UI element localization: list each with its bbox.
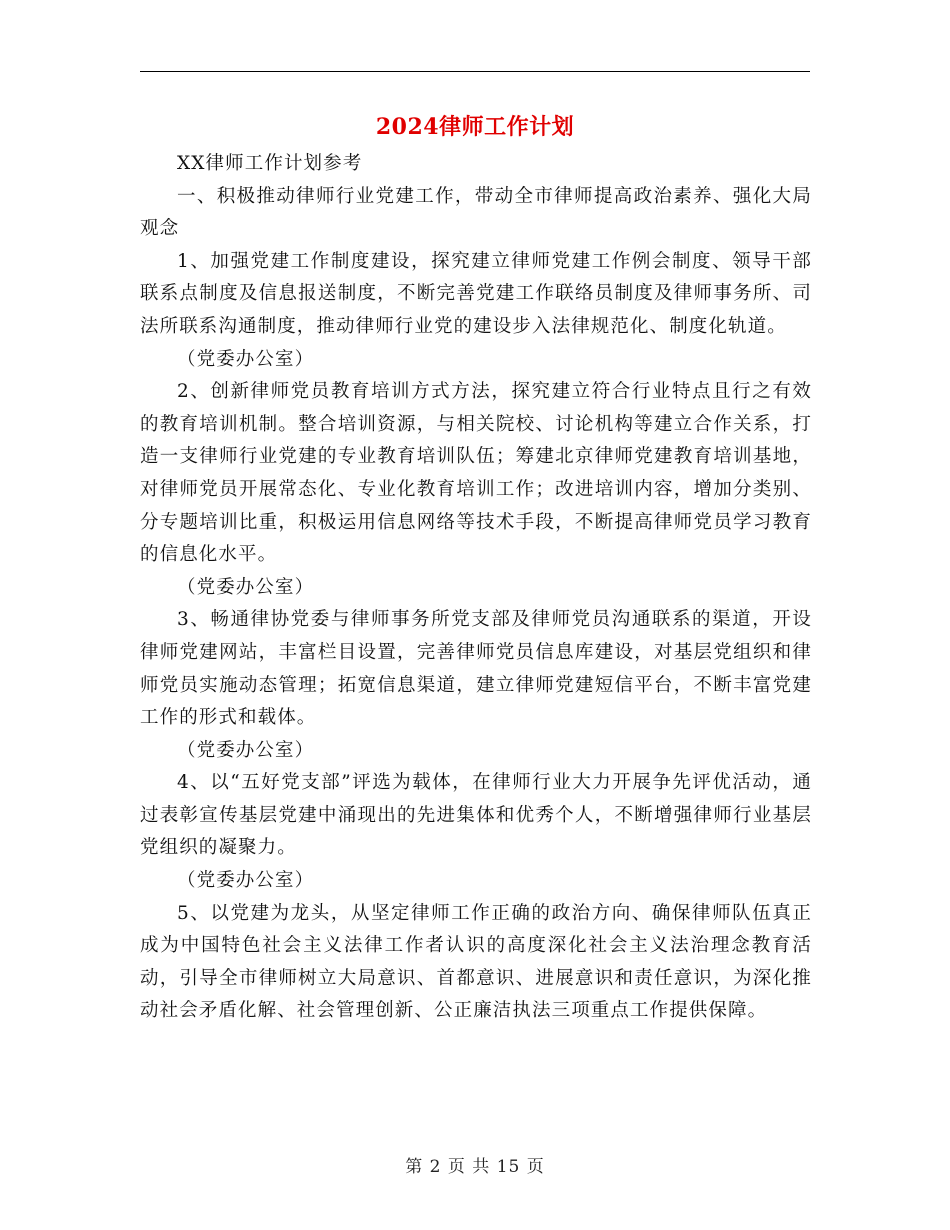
document-title: 2024律师工作计划 [375,114,575,140]
paragraph-item-5: 5、以党建为龙头，从坚定律师工作正确的政治方向、确保律师队伍真正成为中国特色社会主义法律工作者认识的高度深化社会主义法治理念教育活动，引导全市律师树立大局意识、首都意识、进展意识和责任意识，为深化推动社会矛盾化解、社会管理创新、公正廉洁执法三项重点工作提供保障。 [140,902,812,1022]
paragraph-dept-note: （党委办公室） [177,576,315,598]
paragraph-dept-note: （党委办公室） [177,739,315,761]
paragraph-item-1: 1、加强党建工作制度建设，探究建立律师党建工作例会制度、领导干部联系点制度及信息报送制度，不断完善党建工作联络员制度及律师事务所、司法所联系沟通制度，推动律师行业党的建设步入法律规范化、制度化轨道。 [140,250,812,337]
paragraph-dept-note: （党委办公室） [177,870,315,892]
paragraph-item-2: 2、创新律师党员教育培训方式方法，探究建立符合行业特点且行之有效的教育培训机制。整合培训资源，与相关院校、讨论机构等建立合作关系，打造一支律师行业党建的专业教育培训队伍；筹建北京律师党建教育培训基地，对律师党员开展常态化、专业化教育培训工作；改进培训内容，增加分类别、分专题培训比重，积极运用信息网络等技术手段，不断提高律师党员学习教育的信息化水平。 [140,381,812,566]
document-body [140,148,812,1028]
page-number: 第 2 页 共 15 页 [405,1157,545,1177]
header-rule [140,71,810,72]
paragraph-dept-note: （党委办公室） [177,348,315,370]
paragraph-section-heading: 一、积极推动律师行业党建工作，带动全市律师提高政治素养、强化大局观念 [140,185,812,240]
paragraph-item-4: 4、以“五好党支部”评选为载体，在律师行业大力开展争先评优活动，通过表彰宣传基层党建中涌现出的先进集体和优秀个人，不断增强律师行业基层党组织的凝聚力。 [140,772,812,859]
paragraph-item-3: 3、畅通律协党委与律师事务所党支部及律师党员沟通联系的渠道，开设律师党建网站，丰富栏目设置，完善律师党员信息库建设，对基层党组织和律师党员实施动态管理；拓宽信息渠道，建立律师党建短信平台，不断丰富党建工作的形式和载体。 [140,609,812,729]
paragraph-subtitle: XX律师工作计划参考 [177,153,363,174]
